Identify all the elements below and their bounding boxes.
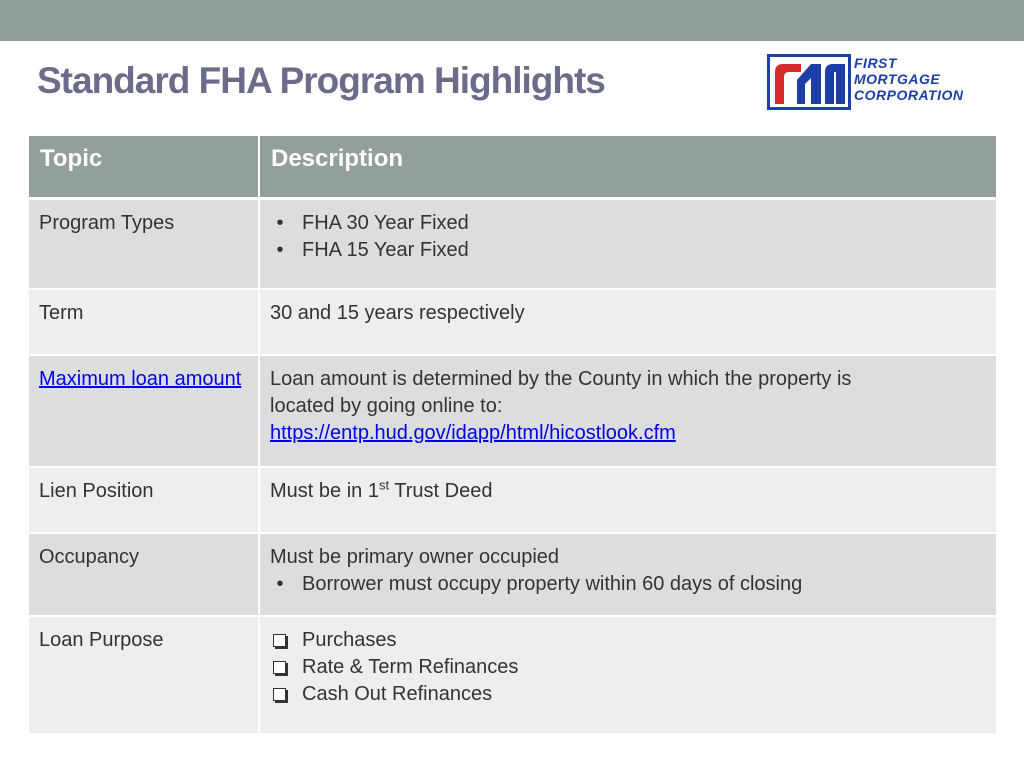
list-item: Cash Out Refinances <box>270 681 986 708</box>
list-item: • Borrower must occupy property within 60 days of closing <box>270 571 986 598</box>
topic-cell: Term <box>29 289 259 355</box>
checkbox-icon <box>273 661 286 674</box>
bullet-list <box>270 571 986 598</box>
description-cell <box>259 355 996 467</box>
description-cell <box>259 533 996 616</box>
list-item: • FHA 15 Year Fixed <box>270 237 986 264</box>
topic-cell <box>29 355 259 467</box>
bullet-icon: • <box>276 572 284 595</box>
bullet-list <box>270 210 986 264</box>
description-cell <box>259 616 996 734</box>
logo-line-corporation: CORPORATION <box>854 87 964 103</box>
description-line: Loan amount is determined by the County in which the property is <box>270 367 852 390</box>
description-line: located by going online to: <box>270 394 503 417</box>
table-row <box>29 199 996 289</box>
logo-mark-icon <box>767 54 851 110</box>
page-title: Standard FHA Program Highlights <box>37 60 605 101</box>
top-bar <box>0 0 1024 41</box>
topic-cell: Occupancy <box>29 533 259 616</box>
description-cell: 30 and 15 years respectively <box>259 289 996 355</box>
company-logo <box>767 54 983 110</box>
maximum-loan-amount-link[interactable]: Maximum loan amount <box>39 367 242 390</box>
topic-cell: Lien Position <box>29 467 259 533</box>
description-line: Must be primary owner occupied <box>270 545 560 568</box>
bullet-icon: • <box>276 212 284 234</box>
description-cell <box>259 199 996 289</box>
logo-line-mortgage: MORTGAGE <box>854 71 941 87</box>
hud-lookup-link[interactable]: https://entp.hud.gov/idapp/html/hicostlook.cfm <box>270 421 676 444</box>
checkbox-icon <box>273 634 286 647</box>
topic-cell: Loan Purpose <box>29 616 259 734</box>
list-item: Rate & Term Refinances <box>270 654 986 681</box>
table-row <box>29 616 996 734</box>
logo-line-first: FIRST <box>854 55 897 71</box>
table-row <box>29 467 996 533</box>
table-row <box>29 355 996 467</box>
table-row <box>29 533 996 616</box>
checkbox-icon <box>273 688 286 701</box>
description-cell: Must be in 1st Trust Deed <box>259 467 996 533</box>
topic-cell: Program Types <box>29 199 259 289</box>
checkbox-list <box>270 627 986 708</box>
list-item: • FHA 30 Year Fixed <box>270 210 986 237</box>
header-description: Description <box>259 136 996 199</box>
logo-wordmark <box>854 55 984 103</box>
table-row <box>29 289 996 355</box>
list-item: Purchases <box>270 627 986 654</box>
bullet-icon: • <box>276 239 284 261</box>
highlights-table <box>29 136 996 735</box>
header-topic: Topic <box>29 136 259 199</box>
table-header-row <box>29 136 996 199</box>
